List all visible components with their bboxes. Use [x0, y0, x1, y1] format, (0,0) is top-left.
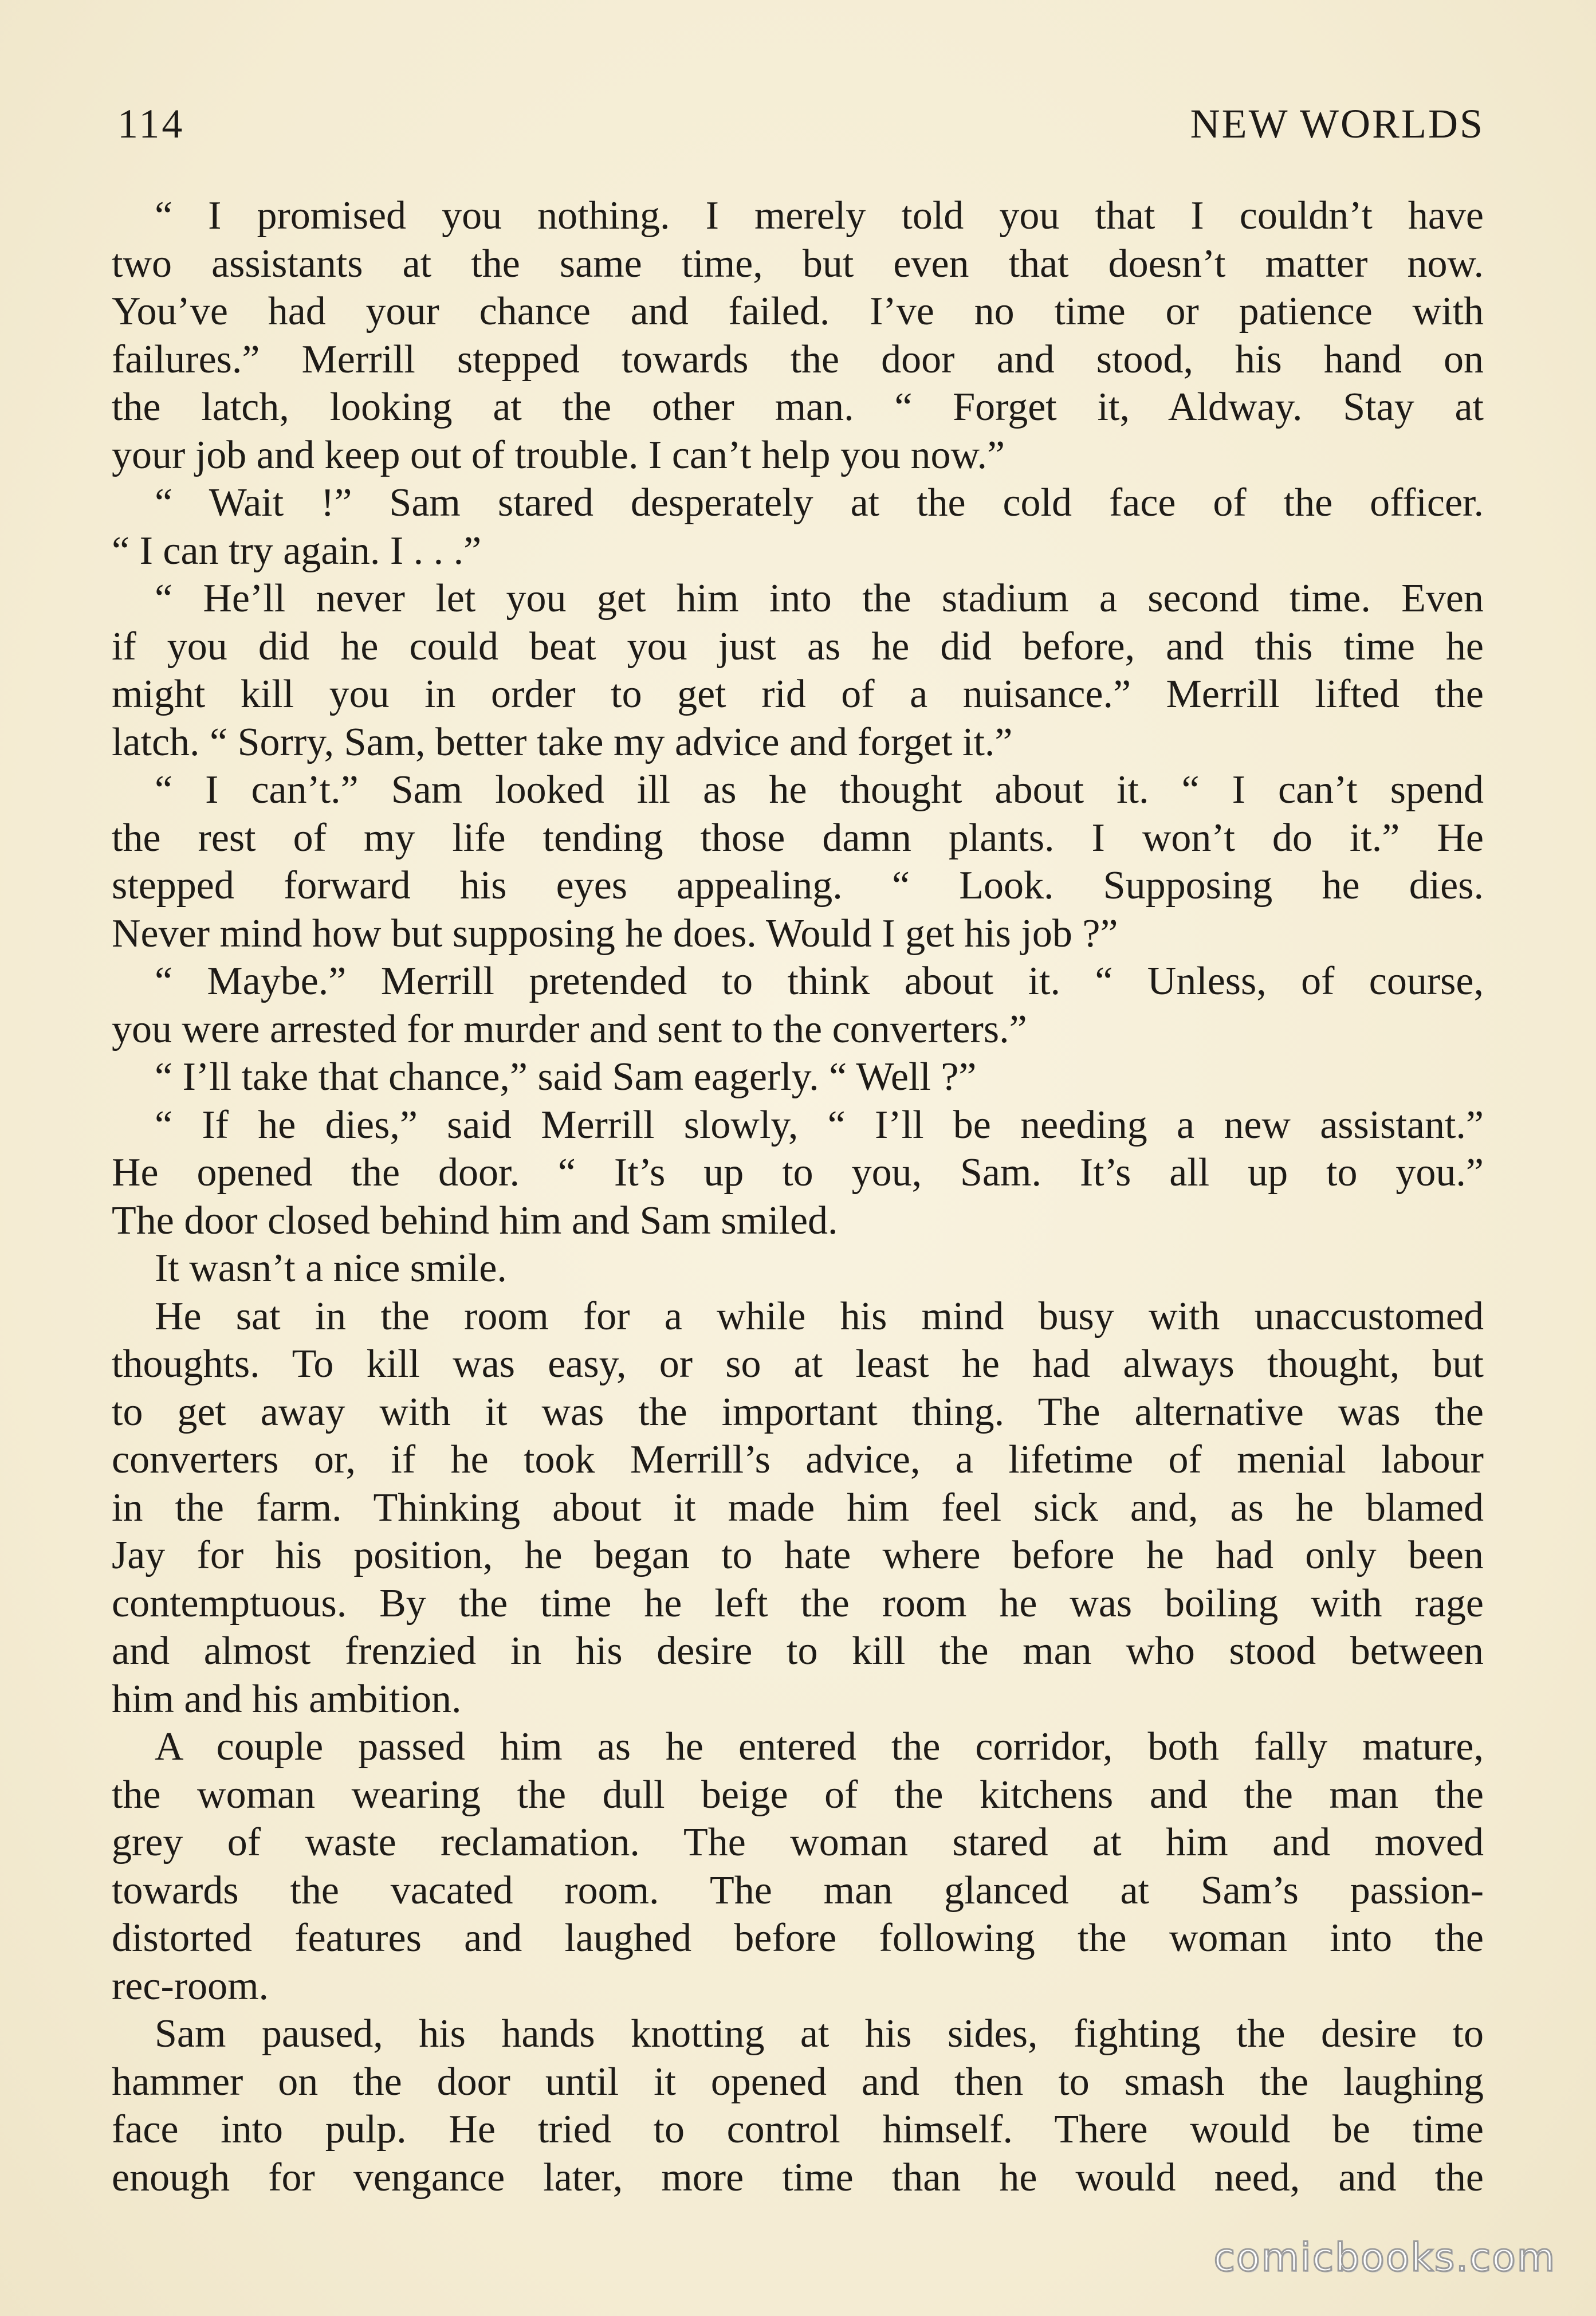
text-line: “ If he dies,” said Merrill slowly, “ I’ll be needing a new assistant.” — [155, 1102, 1484, 1147]
page-number: 114 — [117, 101, 185, 147]
text-line: converters or, if he took Merrill’s advice, a lifetime of menial labour — [112, 1438, 1484, 1482]
text-line: thoughts. To kill was easy, or so at least he had always thought, but — [112, 1342, 1484, 1386]
text-line: “ Maybe.” Merrill pretended to think about it. “ Unless, of course, — [155, 959, 1484, 1003]
running-head: NEW WORLDS — [1190, 101, 1484, 147]
text-line: He opened the door. “ It’s up to you, Sam. It’s all up to you.” — [112, 1151, 1484, 1195]
text-line: if you did he could beat you just as he did before, and this time he — [112, 624, 1484, 669]
text-line: the rest of my life tending those damn plants. I won’t do it.” He — [112, 815, 1484, 860]
text-line: “ He’ll never let you get him into the stadium a second time. Even — [155, 576, 1484, 621]
text-line: failures.” Merrill stepped towards the door and stood, his hand on — [112, 337, 1484, 382]
text-line: “ I promised you nothing. I merely told you that I couldn’t have — [155, 194, 1484, 238]
text-line: “ I can’t.” Sam looked ill as he thought about it. “ I can’t spend — [155, 768, 1484, 812]
text-line: Never mind how but supposing he does. Would I get his job ?” — [112, 911, 1118, 956]
watermark: comicbooks.com — [1213, 2235, 1556, 2280]
text-line: The door closed behind him and Sam smiled. — [112, 1198, 838, 1243]
text-line: contemptuous. By the time he left the room he was boiling with rage — [112, 1581, 1484, 1626]
text-line: “ Wait !” Sam stared desperately at the cold face of the officer. — [155, 481, 1484, 525]
text-line: towards the vacated room. The man glanced at Sam’s passion- — [112, 1868, 1484, 1913]
text-line: A couple passed him as he entered the corridor, both fally mature, — [155, 1725, 1484, 1769]
text-line: might kill you in order to get rid of a nuisance.” Merrill lifted the — [112, 672, 1484, 716]
body-text — [112, 192, 1484, 2201]
text-line: “ I can try again. I . . .” — [112, 528, 482, 573]
page-header — [117, 95, 1484, 158]
text-line: He sat in the room for a while his mind busy with unaccustomed — [155, 1294, 1484, 1338]
text-line: distorted features and laughed before following the woman into the — [112, 1916, 1484, 1960]
text-line: Sam paused, his hands knotting at his sides, fighting the desire to — [155, 2012, 1484, 2056]
text-line: hammer on the door until it opened and then to smash the laughing — [112, 2059, 1484, 2104]
text-line: to get away with it was the important thing. The alternative was the — [112, 1389, 1484, 1434]
text-line: stepped forward his eyes appealing. “ Look. Supposing he dies. — [112, 863, 1484, 908]
text-line: grey of waste reclamation. The woman stared at him and moved — [112, 1820, 1484, 1864]
text-line: your job and keep out of trouble. I can’t help you now.” — [112, 433, 1005, 477]
text-line: rec-room. — [112, 1964, 269, 2008]
text-line: Jay for his position, he began to hate where before he had only been — [112, 1533, 1484, 1577]
text-line: two assistants at the same time, but even that doesn’t matter now. — [112, 241, 1484, 286]
text-line: and almost frenzied in his desire to kill the man who stood between — [112, 1629, 1484, 1673]
text-line: You’ve had your chance and failed. I’ve no time or patience with — [112, 289, 1484, 333]
text-line: the woman wearing the dull beige of the kitchens and the man the — [112, 1772, 1484, 1817]
text-line: “ I’ll take that chance,” said Sam eagerly. “ Well ?” — [155, 1055, 977, 1099]
text-line: face into pulp. He tried to control himself. There would be time — [112, 2107, 1484, 2152]
text-line: in the farm. Thinking about it made him feel sick and, as he blamed — [112, 1485, 1484, 1530]
text-line: enough for vengance later, more time than he would need, and the — [112, 2155, 1484, 2200]
text-line: the latch, looking at the other man. “ Forget it, Aldway. Stay at — [112, 385, 1484, 429]
text-line: It wasn’t a nice smile. — [155, 1246, 507, 1290]
text-line: you were arrested for murder and sent to the converters.” — [112, 1007, 1027, 1051]
text-line: latch. “ Sorry, Sam, better take my advice and forget it.” — [112, 720, 1013, 764]
text-line: him and his ambition. — [112, 1677, 462, 1721]
